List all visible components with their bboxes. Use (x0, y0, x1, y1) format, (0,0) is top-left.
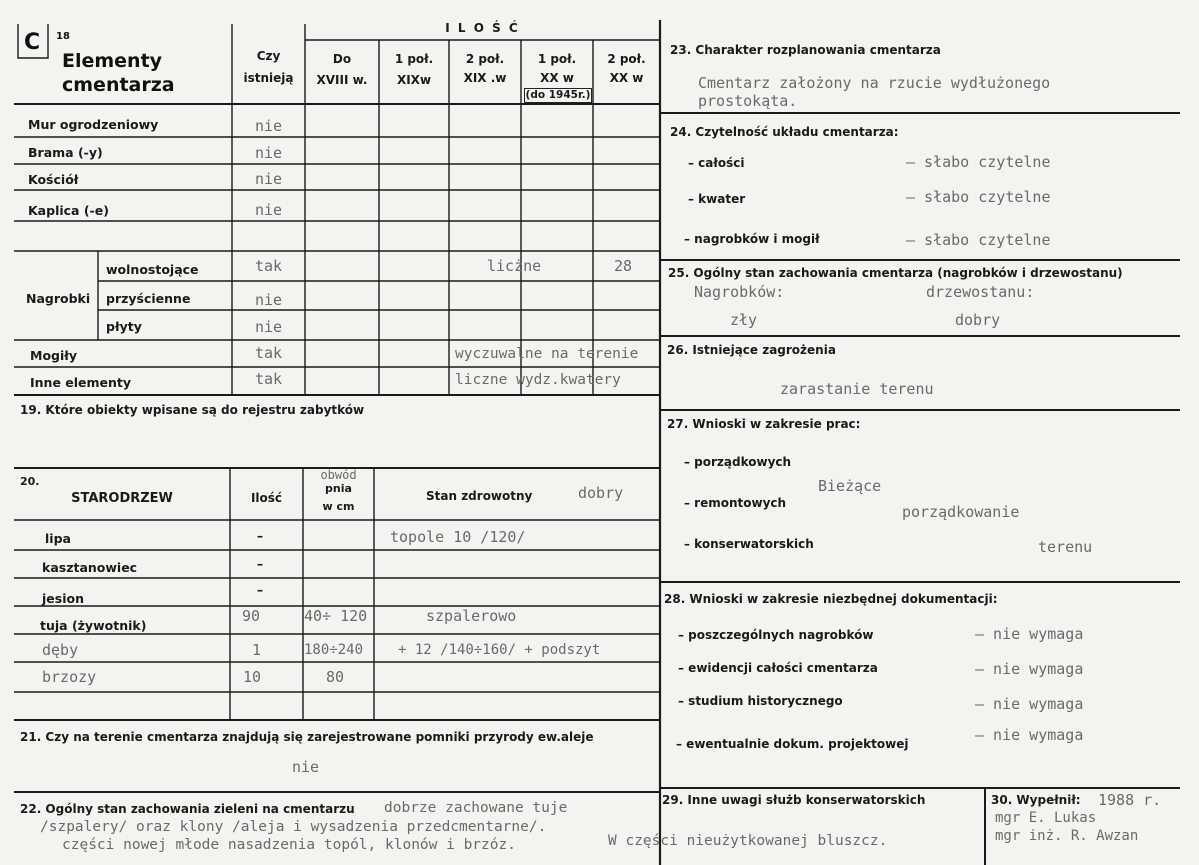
quantity-header: I L O Ś Ć (445, 21, 520, 35)
tree-row-4-qty: 1 (252, 641, 262, 659)
tree-row-2-qty: – (256, 582, 264, 597)
period-col-4-a: 1 poł. (537, 52, 577, 66)
tree-row-0-qty: – (256, 528, 264, 543)
q20-col-girth-2: pnia (325, 482, 352, 495)
q27-answer-line2: porządkowanie (902, 503, 1020, 521)
gravestones-slabs-label: płyty (106, 319, 142, 334)
gravestones-wall-exists: nie (254, 291, 283, 309)
q24-item-0-label: – całości (688, 156, 745, 170)
q30-name1: mgr E. Lukas (995, 810, 1097, 826)
period-col-2-b: XIXw (396, 73, 432, 87)
q28-item-1-value: – nie wymaga (975, 660, 1084, 678)
q28-item-2-label: – studium historycznego (678, 694, 843, 708)
tree-row-3-qty: 90 (242, 607, 261, 625)
q24-item-2-label: – nagrobków i mogił (684, 232, 820, 246)
tree-row-5-name: brzozy (42, 668, 97, 686)
q28-item-2-value: – nie wymaga (975, 695, 1084, 713)
row-label-chapel: Kaplica (-e) (28, 203, 109, 218)
row-label-gate: Brama (-y) (28, 145, 103, 160)
q25-val1: zły (730, 311, 758, 329)
tree-row-3-name: tuja (żywotnik) (40, 618, 147, 633)
q28-item-1-label: – ewidencji całości cmentarza (678, 661, 878, 675)
q22-answer-line2: /szpalery/ oraz klony /aleja i wysadzenia przedcmentarne/. (40, 819, 547, 835)
q27-answer-line1: Bieżące (818, 477, 882, 495)
q25-col2: drzewostanu: (926, 283, 1035, 301)
q27-item-1: – remontowych (684, 496, 787, 510)
col-exists-line1: Czy (256, 49, 281, 63)
q22-label: 22. Ogólny stan zachowania zieleni na cmentarzu (20, 802, 355, 816)
other-elements-exists: tak (254, 370, 283, 388)
other-elements-note: liczne wydz.kwatery (455, 372, 621, 388)
gravestones-freestanding-label: wolnostojące (106, 262, 199, 277)
q27-item-0: – porządkowych (684, 455, 792, 469)
q27-answer-line3: terenu (1038, 538, 1093, 556)
q29-label: 29. Inne uwagi służb konserwatorskich (662, 793, 926, 807)
graves-note: wyczuwalne na terenie (455, 346, 639, 362)
q29-answer: W części nieużytkowanej bluszcz. (608, 833, 888, 849)
period-col-4-b: XX w (540, 71, 574, 85)
period-col-3-b: XIX .w (463, 71, 507, 85)
q20-col-name: STARODRZEW (71, 491, 173, 506)
q22-answer-line3: części nowej młode nasadzenia topól, klonów i brzóz. (62, 837, 516, 853)
q21-label: 21. Czy na terenie cmentarza znajdują się zarejestrowane pomniki przyrody ew.aleje (20, 730, 594, 744)
tree-row-5-girth: 80 (326, 668, 345, 686)
q20-col-qty: Ilość (250, 491, 283, 505)
q28-label: 28. Wnioski w zakresie niezbędnej dokumentacji: (664, 592, 998, 606)
row-exists-gate: nie (254, 144, 283, 162)
gravestones-freestanding-note: licżne (487, 257, 542, 275)
tree-row-0-note: topole 10 /120/ (390, 528, 526, 546)
q27-item-2: – konserwatorskich (684, 537, 814, 551)
q30-label: 30. Wypełnił: (991, 793, 1081, 807)
q24-item-2-value: – słabo czytelne (906, 231, 1051, 249)
col-exists-line2: istnieją (243, 71, 294, 85)
tree-row-2-name: jesion (42, 591, 84, 606)
q24-item-0-value: – słabo czytelne (906, 153, 1051, 171)
q24-label: 24. Czytelność układu cmentarza: (670, 125, 899, 139)
period-col-4-c: (do 1945r.) (525, 89, 591, 101)
row-exists-chapel: nie (254, 201, 283, 219)
q23-answer-line2: prostokąta. (698, 92, 798, 110)
q20-col-girth-1: obwód (320, 468, 357, 482)
tree-row-4-note: + 12 /140÷160/ + podszyt (398, 642, 601, 658)
period-col-2-a: 1 poł. (394, 52, 434, 66)
period-col-1-b: XVIII w. (316, 73, 368, 87)
elements-title-line1: Elementy (62, 50, 163, 72)
q23-label: 23. Charakter rozplanowania cmentarza (670, 43, 941, 57)
gravestones-freestanding-count: 28 (613, 257, 633, 275)
q20-col-health: Stan zdrowotny (426, 489, 533, 503)
tree-row-3-girth: 40÷ 120 (304, 607, 368, 625)
q24-item-1-value: – słabo czytelne (906, 188, 1051, 206)
q25-label: 25. Ogólny stan zachowania cmentarza (nagrobków i drzewostanu) (668, 266, 1123, 280)
row-label-church: Kościół (28, 172, 79, 187)
tree-row-5-qty: 10 (243, 668, 262, 686)
q26-label: 26. Istniejące zagrożenia (667, 343, 836, 357)
tree-row-1-name: kasztanowiec (42, 560, 138, 575)
q28-item-3-value: – nie wymaga (975, 726, 1084, 744)
q20-col-girth-3: w cm (322, 500, 355, 513)
tree-row-4-name: dęby (42, 641, 79, 659)
q30-year: 1988 r. (1098, 791, 1162, 809)
q20-health-value: dobry (578, 484, 624, 502)
q28-item-3-label: – ewentualnie dokum. projektowej (676, 737, 909, 751)
gravestones-freestanding-exists: tak (254, 257, 283, 275)
section-letter: C (24, 30, 41, 55)
q19-label: 19. Które obiekty wpisane są do rejestru zabytków (20, 403, 365, 417)
gravestones-wall-label: przyścienne (106, 291, 191, 306)
tree-row-0-name: lipa (45, 531, 71, 546)
tree-row-4-girth: 180÷240 (304, 642, 364, 658)
gravestones-slabs-exists: nie (254, 318, 283, 336)
elements-title-line2: cmentarza (62, 74, 175, 96)
graves-exists: tak (254, 344, 283, 362)
q27-label: 27. Wnioski w zakresie prac: (667, 417, 861, 431)
row-exists-wall: nie (254, 117, 283, 135)
row-exists-church: nie (254, 170, 283, 188)
period-col-5-a: 2 poł. (607, 52, 646, 66)
q23-answer-line1: Cmentarz założony na rzucie wydłużonego (698, 74, 1051, 92)
period-col-1-a: Do (332, 52, 352, 66)
period-col-3-a: 2 poł. (465, 52, 505, 66)
row-label-wall: Mur ogrodzeniowy (28, 117, 159, 132)
period-col-5-b: XX w (609, 71, 644, 85)
q24-item-1-label: – kwater (688, 192, 746, 206)
q28-item-0-value: – nie wymaga (975, 625, 1084, 643)
other-elements-label: Inne elementy (30, 375, 132, 390)
q26-answer: zarastanie terenu (780, 380, 934, 398)
section-number: 18 (56, 31, 70, 42)
q20-number: 20. (20, 475, 40, 488)
q25-val2: dobry (955, 311, 1001, 329)
graves-label: Mogiły (30, 348, 78, 363)
q25-col1: Nagrobków: (694, 283, 785, 301)
gravestones-label: Nagrobki (26, 291, 91, 306)
tree-row-3-note: szpalerowo (426, 607, 517, 625)
q28-item-0-label: – poszczególnych nagrobków (678, 628, 874, 642)
q22-answer-line1: dobrze zachowane tuje (384, 800, 568, 816)
q21-answer: nie (292, 758, 320, 776)
tree-row-1-qty: – (256, 556, 264, 571)
q30-name2: mgr inż. R. Awzan (995, 828, 1139, 844)
